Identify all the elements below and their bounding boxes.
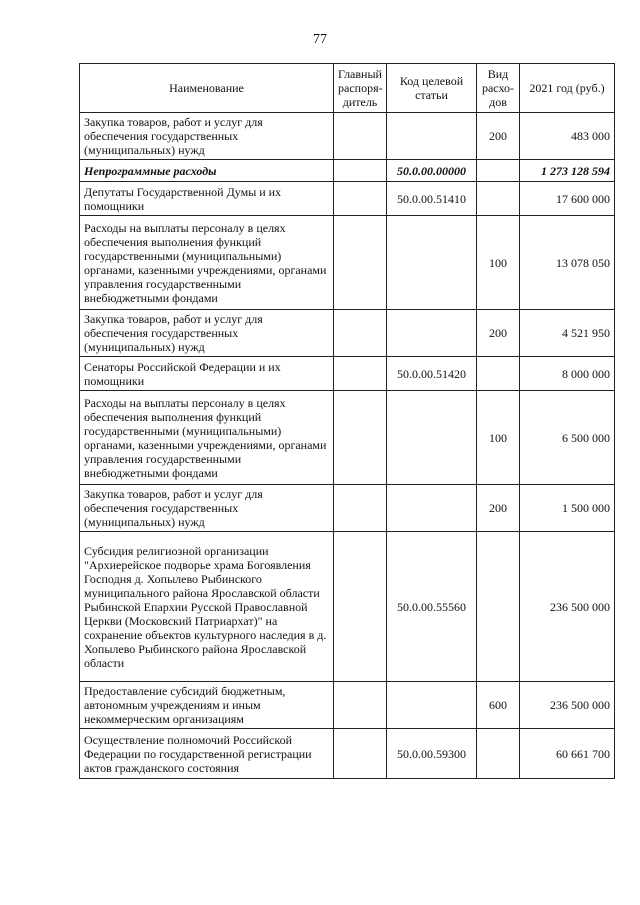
cell-ministry bbox=[334, 160, 387, 182]
cell-name: Предоставление субсидий бюджетным, автономным учреждениям и иным некоммерческим организациям bbox=[80, 682, 334, 729]
cell-code bbox=[387, 310, 477, 357]
cell-name: Депутаты Государственной Думы и их помощники bbox=[80, 182, 334, 216]
cell-amount: 17 600 000 bbox=[520, 182, 615, 216]
cell-kind bbox=[477, 182, 520, 216]
cell-name: Расходы на выплаты персоналу в целях обеспечения выполнения функций государственными (муниципальными) органами, казенными учреждениями, органами управления государственными внебюджетными фондами bbox=[80, 216, 334, 310]
cell-kind bbox=[477, 729, 520, 779]
table-row bbox=[80, 357, 615, 391]
cell-name: Субсидия религиозной организации "Архиерейское подворье храма Богоявления Господня д. Хопылево Рыбинского муниципального района Ярославской области Рыбинской Епархии Русской Православной Церкви (Московский Патриархат)" на сохранение объектов культурного наследия в д. Хопылево Рыбинского района Ярославской области bbox=[80, 532, 334, 682]
cell-amount: 60 661 700 bbox=[520, 729, 615, 779]
cell-ministry bbox=[334, 485, 387, 532]
cell-amount: 8 000 000 bbox=[520, 357, 615, 391]
cell-code: 50.0.00.00000 bbox=[387, 160, 477, 182]
cell-kind: 200 bbox=[477, 310, 520, 357]
cell-amount: 1 273 128 594 bbox=[520, 160, 615, 182]
cell-kind: 200 bbox=[477, 113, 520, 160]
cell-code bbox=[387, 216, 477, 310]
cell-code bbox=[387, 682, 477, 729]
cell-ministry bbox=[334, 113, 387, 160]
cell-code: 50.0.00.59300 bbox=[387, 729, 477, 779]
header-kind: Вид расхо-дов bbox=[477, 64, 520, 113]
cell-name: Закупка товаров, работ и услуг для обеспечения государственных (муниципальных) нужд bbox=[80, 113, 334, 160]
cell-ministry bbox=[334, 532, 387, 682]
table-row bbox=[80, 391, 615, 485]
table-row bbox=[80, 729, 615, 779]
cell-code bbox=[387, 113, 477, 160]
cell-kind bbox=[477, 357, 520, 391]
cell-amount: 236 500 000 bbox=[520, 682, 615, 729]
cell-kind bbox=[477, 532, 520, 682]
cell-amount: 6 500 000 bbox=[520, 391, 615, 485]
table-row bbox=[80, 532, 615, 682]
cell-code bbox=[387, 485, 477, 532]
cell-ministry bbox=[334, 216, 387, 310]
cell-name: Закупка товаров, работ и услуг для обеспечения государственных (муниципальных) нужд bbox=[80, 310, 334, 357]
cell-name: Сенаторы Российской Федерации и их помощники bbox=[80, 357, 334, 391]
budget-table bbox=[79, 63, 615, 779]
table-row bbox=[80, 485, 615, 532]
cell-kind: 100 bbox=[477, 391, 520, 485]
header-amount: 2021 год (руб.) bbox=[520, 64, 615, 113]
table-row bbox=[80, 682, 615, 729]
table-header bbox=[80, 64, 615, 113]
cell-name: Расходы на выплаты персоналу в целях обеспечения выполнения функций государственными (муниципальными) органами, казенными учреждениями, органами управления государственными внебюджетными фондами bbox=[80, 391, 334, 485]
cell-kind: 200 bbox=[477, 485, 520, 532]
table-row bbox=[80, 160, 615, 182]
cell-ministry bbox=[334, 182, 387, 216]
cell-code bbox=[387, 391, 477, 485]
table-row bbox=[80, 113, 615, 160]
cell-ministry bbox=[334, 310, 387, 357]
cell-name: Закупка товаров, работ и услуг для обеспечения государственных (муниципальных) нужд bbox=[80, 485, 334, 532]
table-row bbox=[80, 310, 615, 357]
cell-kind: 100 bbox=[477, 216, 520, 310]
cell-code: 50.0.00.51420 bbox=[387, 357, 477, 391]
header-ministry: Главный распоря-дитель bbox=[334, 64, 387, 113]
cell-ministry bbox=[334, 357, 387, 391]
table-row bbox=[80, 182, 615, 216]
cell-code: 50.0.00.51410 bbox=[387, 182, 477, 216]
cell-amount: 236 500 000 bbox=[520, 532, 615, 682]
cell-name: Осуществление полномочий Российской Федерации по государственной регистрации актов гражданского состояния bbox=[80, 729, 334, 779]
table-row bbox=[80, 216, 615, 310]
page-number: 77 bbox=[313, 32, 327, 47]
cell-amount: 4 521 950 bbox=[520, 310, 615, 357]
cell-amount: 13 078 050 bbox=[520, 216, 615, 310]
cell-kind: 600 bbox=[477, 682, 520, 729]
cell-ministry bbox=[334, 729, 387, 779]
cell-amount: 1 500 000 bbox=[520, 485, 615, 532]
cell-ministry bbox=[334, 682, 387, 729]
cell-amount: 483 000 bbox=[520, 113, 615, 160]
cell-kind bbox=[477, 160, 520, 182]
cell-code: 50.0.00.55560 bbox=[387, 532, 477, 682]
header-code: Код целевой статьи bbox=[387, 64, 477, 113]
header-name: Наименование bbox=[80, 64, 334, 113]
cell-name: Непрограммные расходы bbox=[80, 160, 334, 182]
cell-ministry bbox=[334, 391, 387, 485]
table-body bbox=[80, 113, 615, 779]
